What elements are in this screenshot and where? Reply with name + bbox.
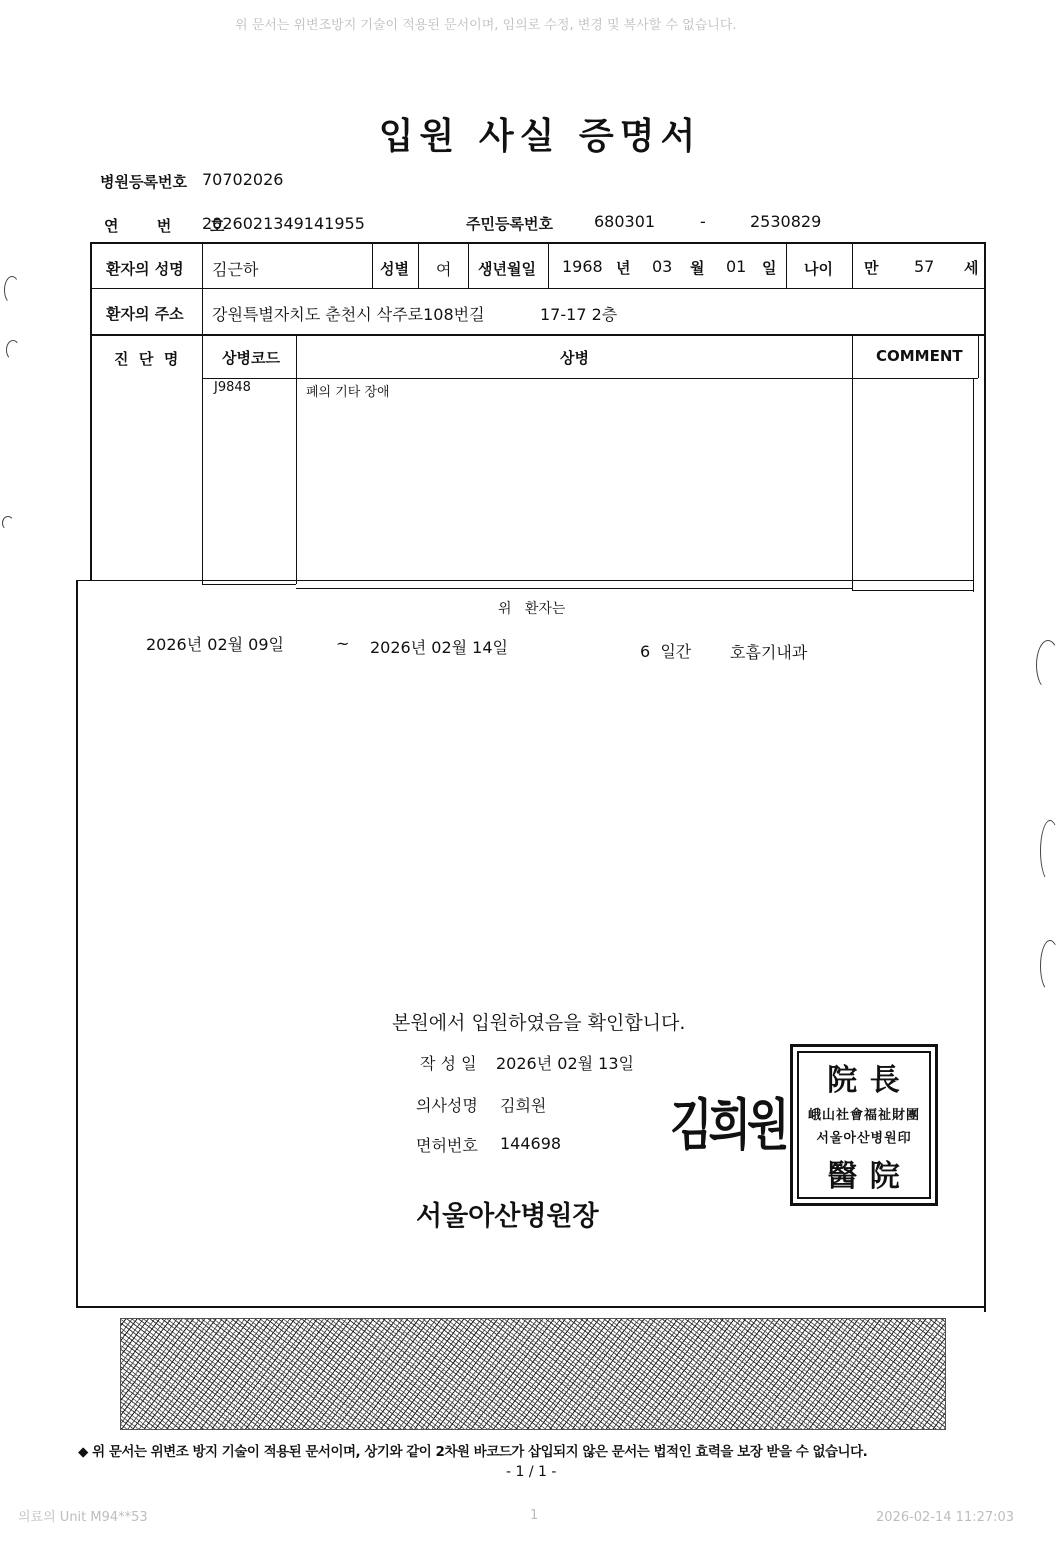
margin-pen-mark	[1040, 940, 1060, 992]
serial-number: 2026021349141955	[202, 214, 365, 233]
hospital-reg-label: 병원등록번호	[100, 173, 187, 191]
age-label: 나이	[804, 260, 833, 278]
admission-start: 2026년 02월 09일	[146, 635, 284, 654]
admission-days: 6 일간	[640, 642, 692, 661]
address-label: 환자의 주소	[106, 305, 184, 323]
admission-intro: 위 환자는	[498, 601, 566, 617]
diagnosis-name: 폐의 기타 장애	[306, 385, 390, 400]
age-unit: 세	[964, 259, 979, 277]
anti-forgery-2d-barcode	[120, 1318, 946, 1430]
address: 강원특별자치도 춘천시 삭주로108번길	[212, 305, 485, 324]
dob-year: 1968	[562, 257, 603, 276]
page-number: - 1 / 1 -	[506, 1464, 557, 1480]
document-title: 입원 사실 증명서	[378, 116, 702, 157]
sex-label: 성별	[380, 260, 409, 278]
age-prefix: 만	[864, 259, 879, 277]
dob-month: 03	[652, 257, 673, 276]
department: 호흡기내과	[730, 643, 808, 662]
faint-page-index: 1	[530, 1508, 539, 1523]
security-notice-header: 위 문서는 위변조방지 기술이 적용된 문서이며, 임의로 수정, 변경 및 복사할 수 없습니다.	[235, 18, 737, 33]
sex-value: 여	[436, 260, 452, 279]
margin-pen-mark	[1040, 820, 1060, 882]
dob-month-unit: 월	[690, 259, 705, 277]
dob-day: 01	[726, 257, 747, 276]
faint-timestamp: 2026-02-14 11:27:03	[876, 1510, 1015, 1525]
dob-label: 생년월일	[478, 260, 536, 278]
footer-note: ◆ 위 문서는 위변조 방지 기술이 적용된 문서이며, 상기와 같이 2차원 바코드가 삽입되지 않은 문서는 법적인 효력을 보장 받을 수 없습니다.	[78, 1444, 868, 1460]
hospital-director: 서울아산병원장	[416, 1201, 599, 1232]
resident-number-front: 680301	[594, 212, 656, 231]
margin-pen-mark	[1036, 640, 1060, 690]
resident-number-label: 주민등록번호	[466, 215, 553, 233]
admission-end: 2026년 02월 14일	[370, 638, 508, 657]
doctor-name: 김희원	[500, 1096, 547, 1115]
margin-pen-mark	[4, 276, 20, 304]
written-date-label: 작 성 일	[420, 1054, 477, 1073]
license-number: 144698	[500, 1134, 562, 1153]
serial-label: 연 번 호	[104, 217, 225, 235]
age-value: 57	[914, 257, 935, 276]
hospital-reg-number: 70702026	[202, 170, 284, 189]
admission-tilde: ~	[336, 634, 350, 653]
margin-pen-mark	[2, 516, 14, 530]
license-label: 면허번호	[416, 1136, 478, 1155]
doctor-signature: 김희원	[670, 1093, 786, 1158]
confirmation-statement: 본원에서 입원하였음을 확인합니다.	[392, 1012, 686, 1034]
doctor-name-label: 의사성명	[416, 1096, 478, 1115]
faint-unit-id: 의료의 Unit M94**53	[18, 1510, 148, 1525]
patient-name: 김근하	[212, 260, 259, 279]
diagnosis-label: 진 단 명	[114, 350, 179, 368]
written-date: 2026년 02월 13일	[496, 1054, 634, 1073]
resident-number-back: 2530829	[750, 212, 822, 231]
resident-number-dash: -	[700, 212, 706, 231]
diagnosis-name-header: 상병	[560, 349, 589, 367]
dob-year-unit: 년	[616, 259, 631, 277]
margin-pen-mark	[6, 340, 20, 360]
patient-name-label: 환자의 성명	[106, 260, 184, 278]
diagnosis-code-header: 상병코드	[222, 349, 280, 367]
address-detail: 17-17 2층	[540, 305, 618, 324]
hospital-seal: 院 長 峨山社會福祉財團 서울아산병원印 醫 院	[790, 1044, 938, 1206]
diagnosis-code: J9848	[214, 380, 251, 395]
dob-day-unit: 일	[762, 259, 777, 277]
comment-header: COMMENT	[876, 347, 963, 365]
